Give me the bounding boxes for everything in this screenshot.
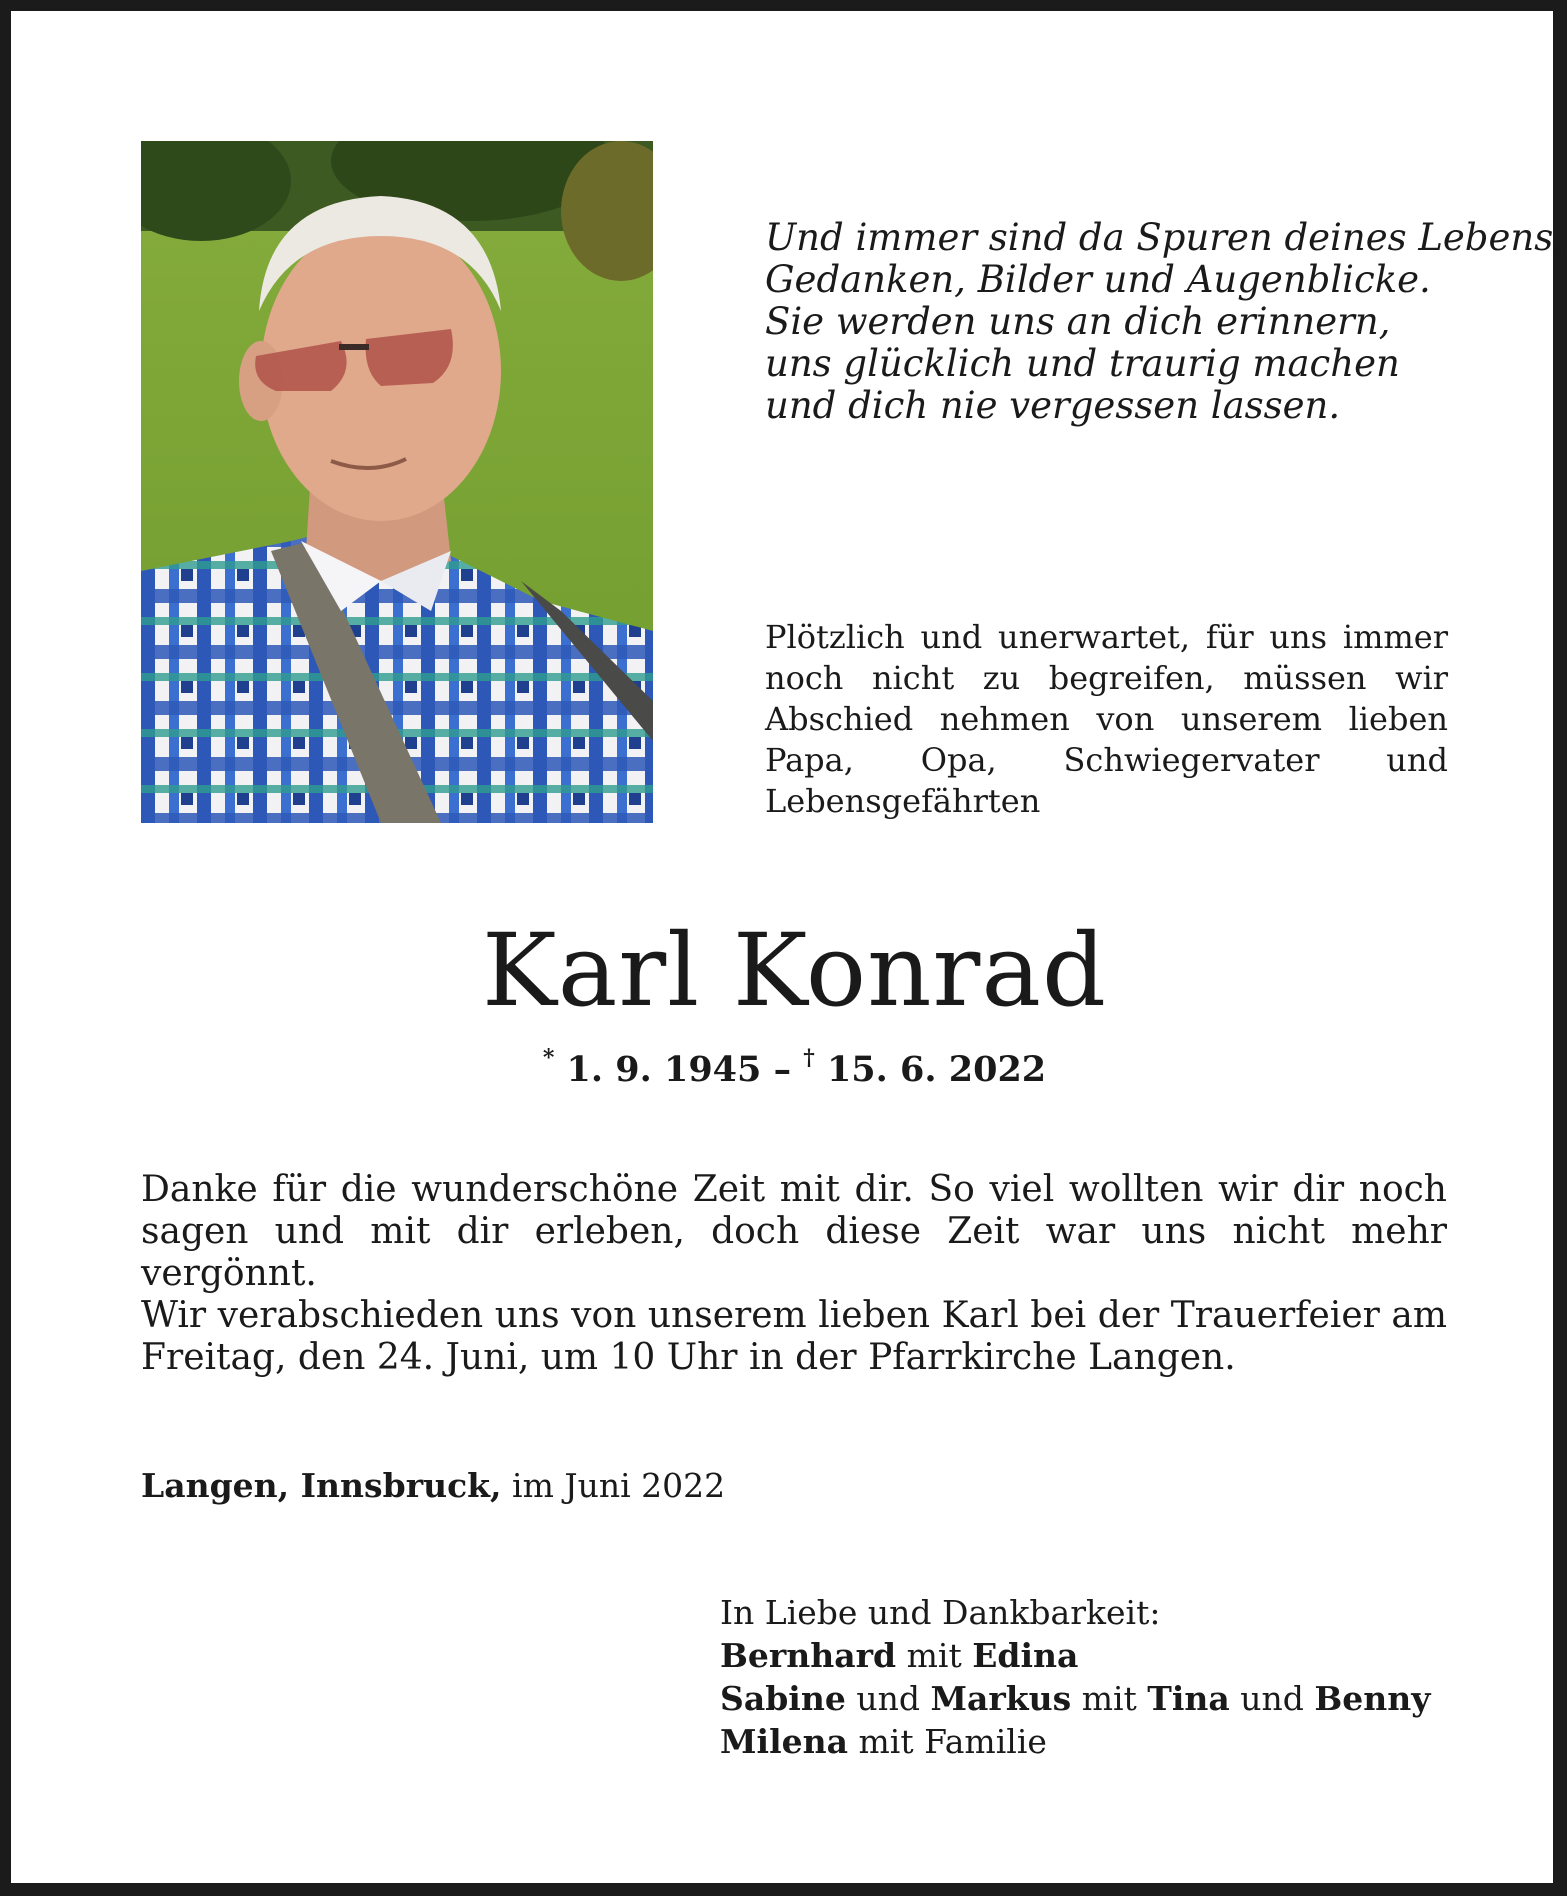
funeral-paragraph: Wir verabschieden uns von unserem lieben Karl bei der Trauerfeier am Freitag, den 24. Juni, um 10 Uhr in der Pfarrkirche Langen.: [141, 1295, 1447, 1378]
family-connector: mit: [1081, 1679, 1137, 1718]
family-name: Tina: [1147, 1679, 1230, 1718]
family-name: Edina: [972, 1636, 1079, 1675]
intro-text: Plötzlich und unerwartet, für uns immer noch nicht zu begreifen, müssen wir Abschied nehmen von unserem lieben Papa, Opa, Schwiegervater und Lebensgefährten: [765, 618, 1448, 820]
poem-line: Sie werden uns an dich erinnern,: [765, 300, 1391, 343]
birth-date: 1. 9. 1945: [566, 1049, 762, 1090]
place-date-line: [141, 1466, 725, 1505]
family-connector: mit: [906, 1636, 962, 1675]
death-date: 15. 6. 2022: [826, 1049, 1047, 1090]
closing-line: In Liebe und Dankbarkeit:: [720, 1593, 1161, 1632]
family-line: [720, 1677, 1430, 1720]
life-dates: [11, 1045, 1567, 1090]
family-name: Milena: [720, 1722, 848, 1761]
poem-line: und dich nie vergessen lassen.: [765, 384, 1341, 427]
family-connector: und: [856, 1679, 920, 1718]
poem-line: uns glücklich und traurig machen: [765, 342, 1400, 385]
family-name: Benny: [1314, 1679, 1431, 1718]
date-separator: –: [773, 1049, 792, 1090]
death-symbol: †: [803, 1045, 815, 1071]
place-names: Langen, Innsbruck,: [141, 1466, 502, 1505]
birth-symbol: *: [542, 1045, 555, 1071]
signature-block: [720, 1591, 1430, 1763]
deceased-name: Karl Konrad: [482, 912, 1107, 1029]
place-date: im Juni 2022: [512, 1466, 726, 1505]
thanks-paragraph: Danke für die wunderschöne Zeit mit dir. So viel wollten wir dir noch sagen und mit dir erleben, doch diese Zeit war uns nicht mehr vergönnt.: [141, 1169, 1447, 1294]
poem-line: Gedanken, Bilder und Augenblicke.: [765, 258, 1431, 301]
family-connector: mit Familie: [858, 1722, 1047, 1761]
family-name: Bernhard: [720, 1636, 897, 1675]
family-name: Sabine: [720, 1679, 846, 1718]
portrait-photo: [141, 141, 653, 823]
family-line: [720, 1634, 1430, 1677]
poem-line: Und immer sind da Spuren deines Lebens,: [765, 216, 1565, 259]
memorial-poem: [765, 216, 1565, 427]
family-line: [720, 1720, 1430, 1763]
family-name: Markus: [930, 1679, 1072, 1718]
family-connector: und: [1240, 1679, 1304, 1718]
